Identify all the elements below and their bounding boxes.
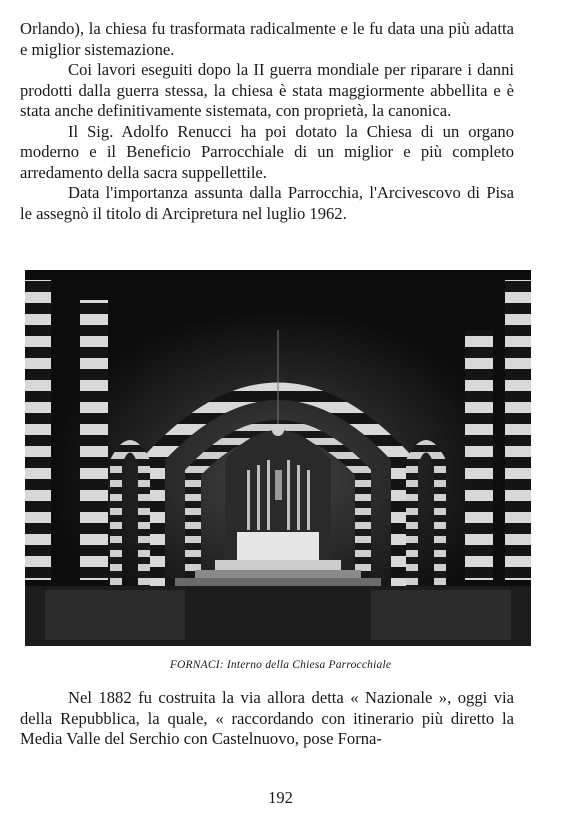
body-text-top (20, 19, 514, 224)
church-interior-photo (25, 270, 531, 646)
page-number: 192 (268, 788, 293, 807)
photo-caption: FORNACI: Interno della Chiesa Parrocchiale (169, 659, 392, 671)
paragraph-organ-donation: Il Sig. Adolfo Renucci ha poi dotato la Chiesa di un organo moderno e il Beneficio Parrocchiale di un miglior e più completo arredamento della sacra suppellettile. (20, 121, 514, 182)
body-text-bottom (20, 688, 514, 750)
paragraph-continuation: Orlando), la chiesa fu trasformata radicalmente e le fu data una più adatta e miglior sistemazione. (20, 19, 514, 59)
paragraph-postwar-works: Coi lavori eseguiti dopo la II guerra mondiale per riparare i danni prodotti dalla guerra stessa, la chiesa è stata maggiormente abbellita e è stata anche definitivamente sistemata, con proprietà, la canonica. (20, 60, 514, 120)
paragraph-arcipretura: Data l'importanza assunta dalla Parrocchia, l'Arcivescovo di Pisa le assegnò il titolo di Arcipretura nel luglio 1962. (20, 183, 514, 223)
paragraph-nazionale-road: Nel 1882 fu costruita la via allora detta « Nazionale », oggi via della Repubblica, la quale, « raccordando con itinerario più diretto la Media Valle del Serchio con Castelnuovo, pose Forna- (20, 688, 514, 748)
